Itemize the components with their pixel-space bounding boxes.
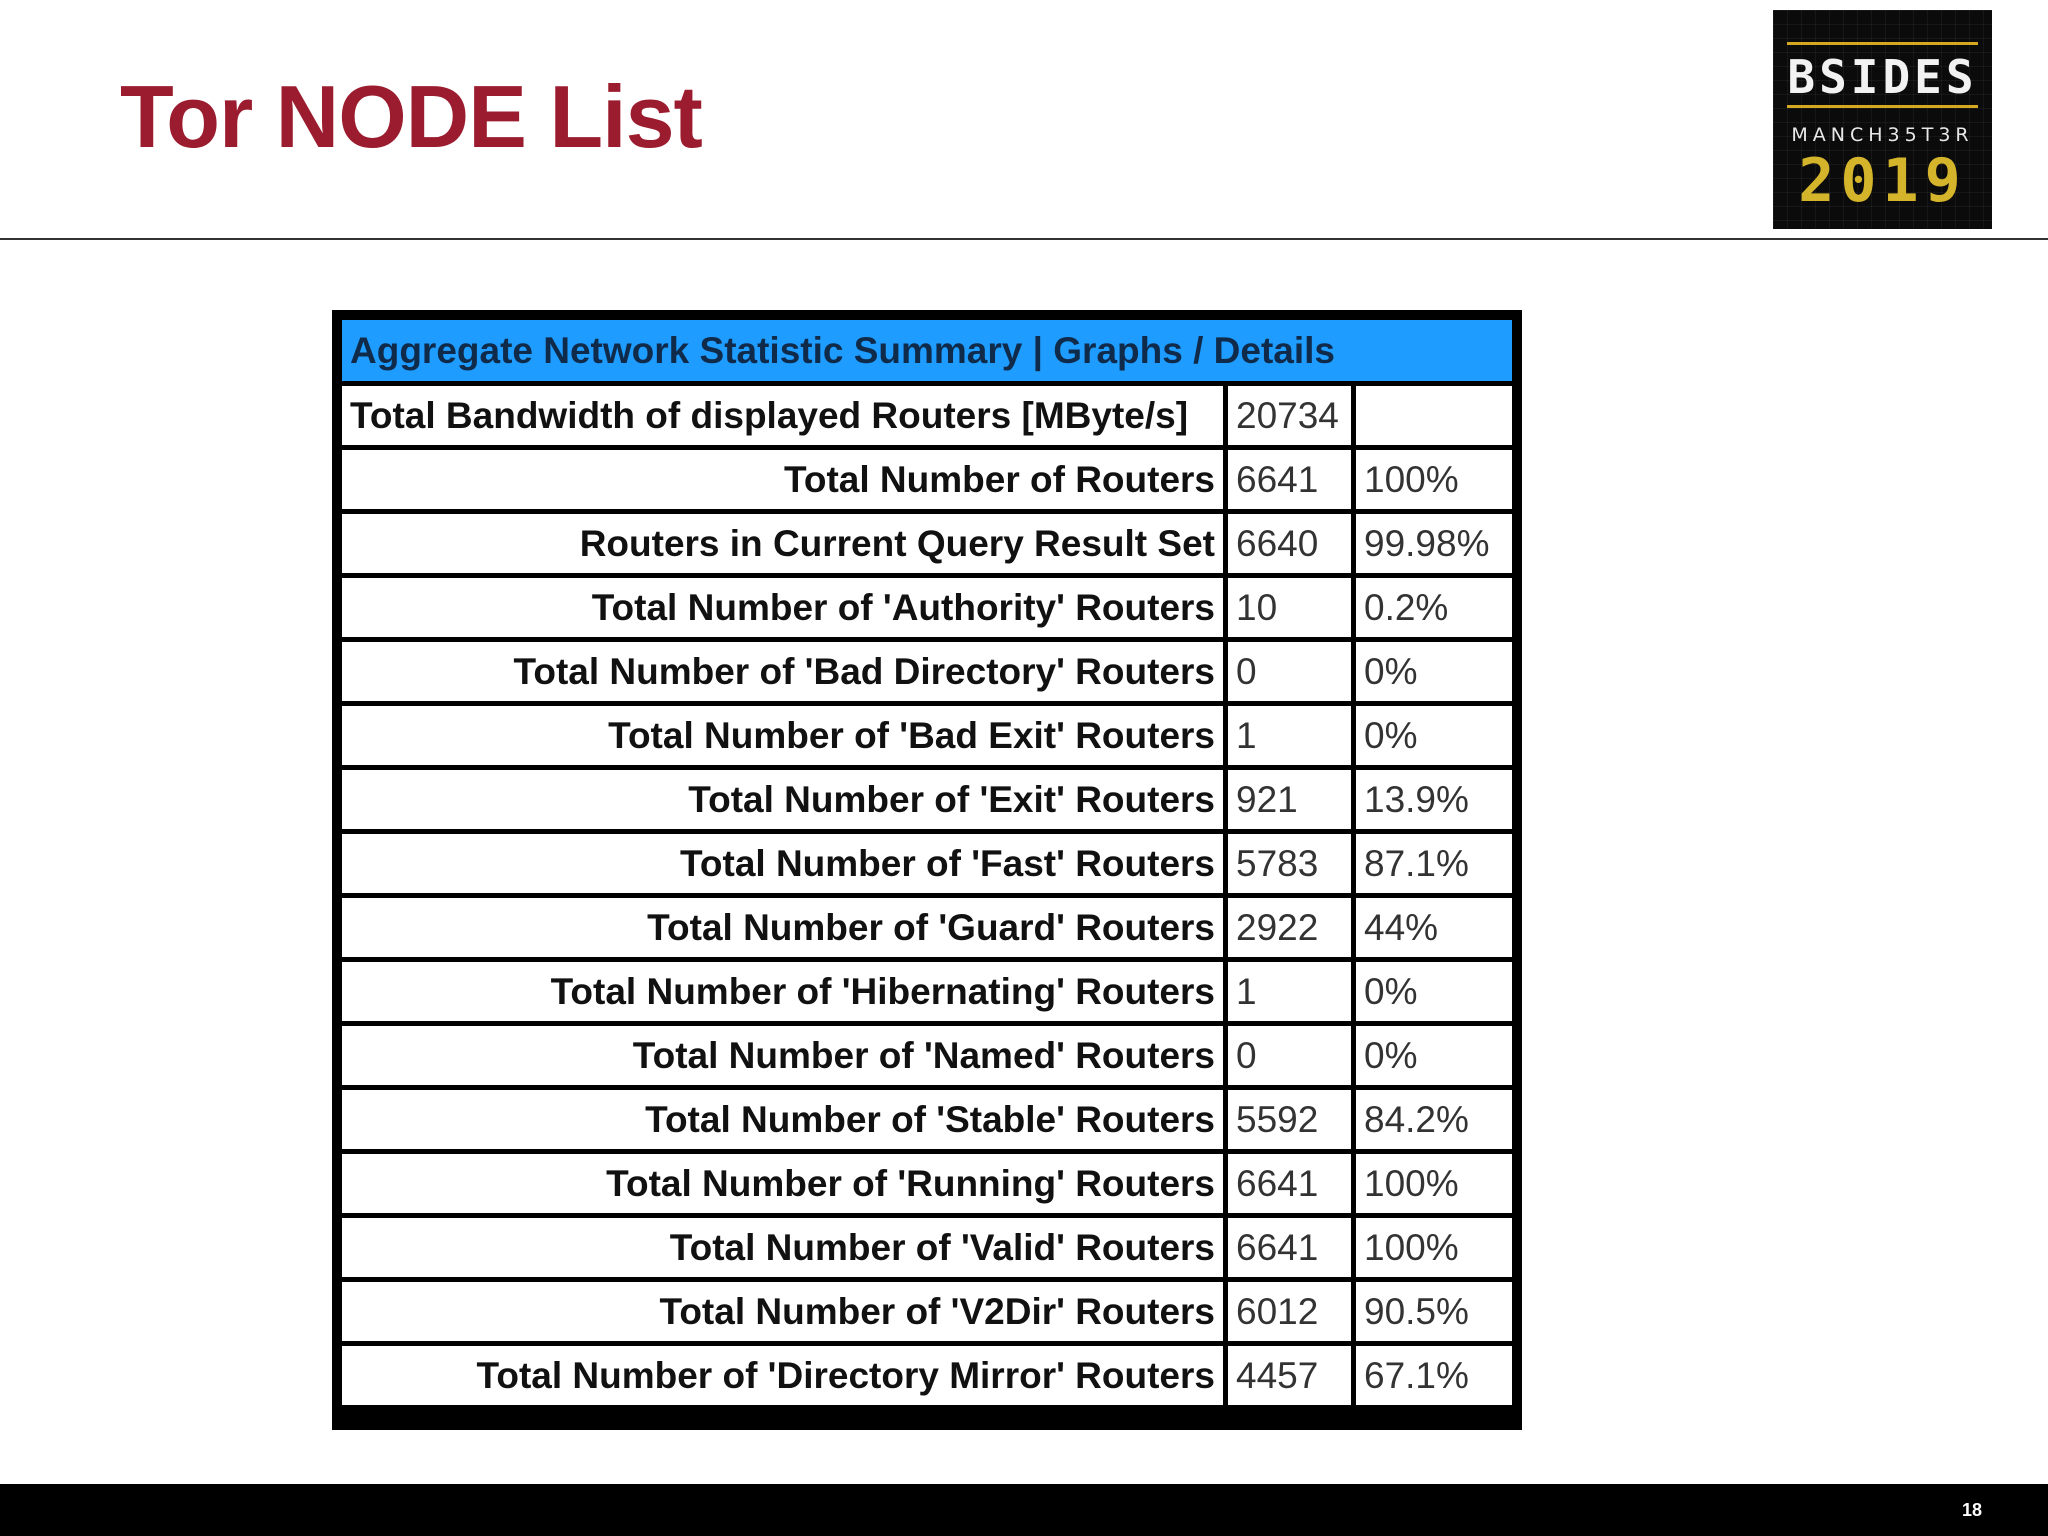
row-value: 6641 (1228, 1154, 1356, 1213)
row-label: Total Number of 'Valid' Routers (342, 1218, 1228, 1277)
row-label: Total Bandwidth of displayed Routers [MByte/s] (342, 386, 1228, 445)
logo-accent-bar (1787, 105, 1978, 108)
row-value: 4457 (1228, 1346, 1356, 1405)
row-value: 20734 (1228, 386, 1356, 445)
row-percent: 0% (1356, 642, 1512, 701)
row-value: 1 (1228, 706, 1356, 765)
row-label: Total Number of 'Bad Directory' Routers (342, 642, 1228, 701)
footer-bar (0, 1484, 2048, 1536)
row-label: Total Number of 'Bad Exit' Routers (342, 706, 1228, 765)
row-percent: 100% (1356, 450, 1512, 509)
logo-text-bsides: BSIDES (1787, 50, 1978, 104)
logo-accent-bar (1787, 42, 1978, 45)
stats-table (342, 315, 1512, 1410)
row-percent: 100% (1356, 1218, 1512, 1277)
table-row (342, 834, 1512, 893)
row-percent: 90.5% (1356, 1282, 1512, 1341)
row-label: Total Number of Routers (342, 450, 1228, 509)
row-percent: 99.98% (1356, 514, 1512, 573)
row-percent: 0.2% (1356, 578, 1512, 637)
table-row (342, 578, 1512, 637)
row-label: Total Number of 'Guard' Routers (342, 898, 1228, 957)
table-row (342, 898, 1512, 957)
table-row (342, 1218, 1512, 1277)
row-label: Total Number of 'V2Dir' Routers (342, 1282, 1228, 1341)
row-value: 921 (1228, 770, 1356, 829)
row-percent: 0% (1356, 1026, 1512, 1085)
row-percent (1356, 386, 1512, 445)
table-row (342, 642, 1512, 701)
row-label: Total Number of 'Authority' Routers (342, 578, 1228, 637)
logo-text-city: MANCH35T3R (1791, 124, 1974, 146)
row-value: 6641 (1228, 450, 1356, 509)
table-row (342, 450, 1512, 509)
row-value: 6012 (1228, 1282, 1356, 1341)
row-label: Total Number of 'Named' Routers (342, 1026, 1228, 1085)
row-percent: 0% (1356, 962, 1512, 1021)
row-label: Routers in Current Query Result Set (342, 514, 1228, 573)
row-percent: 44% (1356, 898, 1512, 957)
table-row (342, 1090, 1512, 1149)
row-value: 5592 (1228, 1090, 1356, 1149)
row-label: Total Number of 'Hibernating' Routers (342, 962, 1228, 1021)
slide-title: Tor NODE List (120, 67, 702, 166)
row-percent: 13.9% (1356, 770, 1512, 829)
table-header[interactable]: Aggregate Network Statistic Summary | Graphs / Details (342, 320, 1512, 381)
row-percent: 87.1% (1356, 834, 1512, 893)
table-row (342, 1154, 1512, 1213)
table-row (342, 770, 1512, 829)
row-value: 0 (1228, 642, 1356, 701)
row-label: Total Number of 'Exit' Routers (342, 770, 1228, 829)
page-number: 18 (1961, 1500, 1982, 1520)
table-row (342, 706, 1512, 765)
table-row (342, 1026, 1512, 1085)
table-row (342, 1346, 1512, 1405)
network-statistics-table (332, 310, 1522, 1430)
row-value: 5783 (1228, 834, 1356, 893)
table-header-row (342, 320, 1512, 381)
row-value: 2922 (1228, 898, 1356, 957)
row-percent: 100% (1356, 1154, 1512, 1213)
row-value: 6640 (1228, 514, 1356, 573)
row-percent: 84.2% (1356, 1090, 1512, 1149)
table-row (342, 962, 1512, 1021)
row-percent: 67.1% (1356, 1346, 1512, 1405)
table-row (342, 386, 1512, 445)
logo-text-year: 2019 (1798, 146, 1967, 216)
row-value: 6641 (1228, 1218, 1356, 1277)
row-value: 1 (1228, 962, 1356, 1021)
row-percent: 0% (1356, 706, 1512, 765)
row-value: 0 (1228, 1026, 1356, 1085)
row-label: Total Number of 'Running' Routers (342, 1154, 1228, 1213)
title-divider (0, 238, 2048, 240)
row-value: 10 (1228, 578, 1356, 637)
row-label: Total Number of 'Stable' Routers (342, 1090, 1228, 1149)
row-label: Total Number of 'Directory Mirror' Routers (342, 1346, 1228, 1405)
bsides-logo (1773, 10, 1992, 229)
row-label: Total Number of 'Fast' Routers (342, 834, 1228, 893)
table-row (342, 514, 1512, 573)
table-row (342, 1282, 1512, 1341)
